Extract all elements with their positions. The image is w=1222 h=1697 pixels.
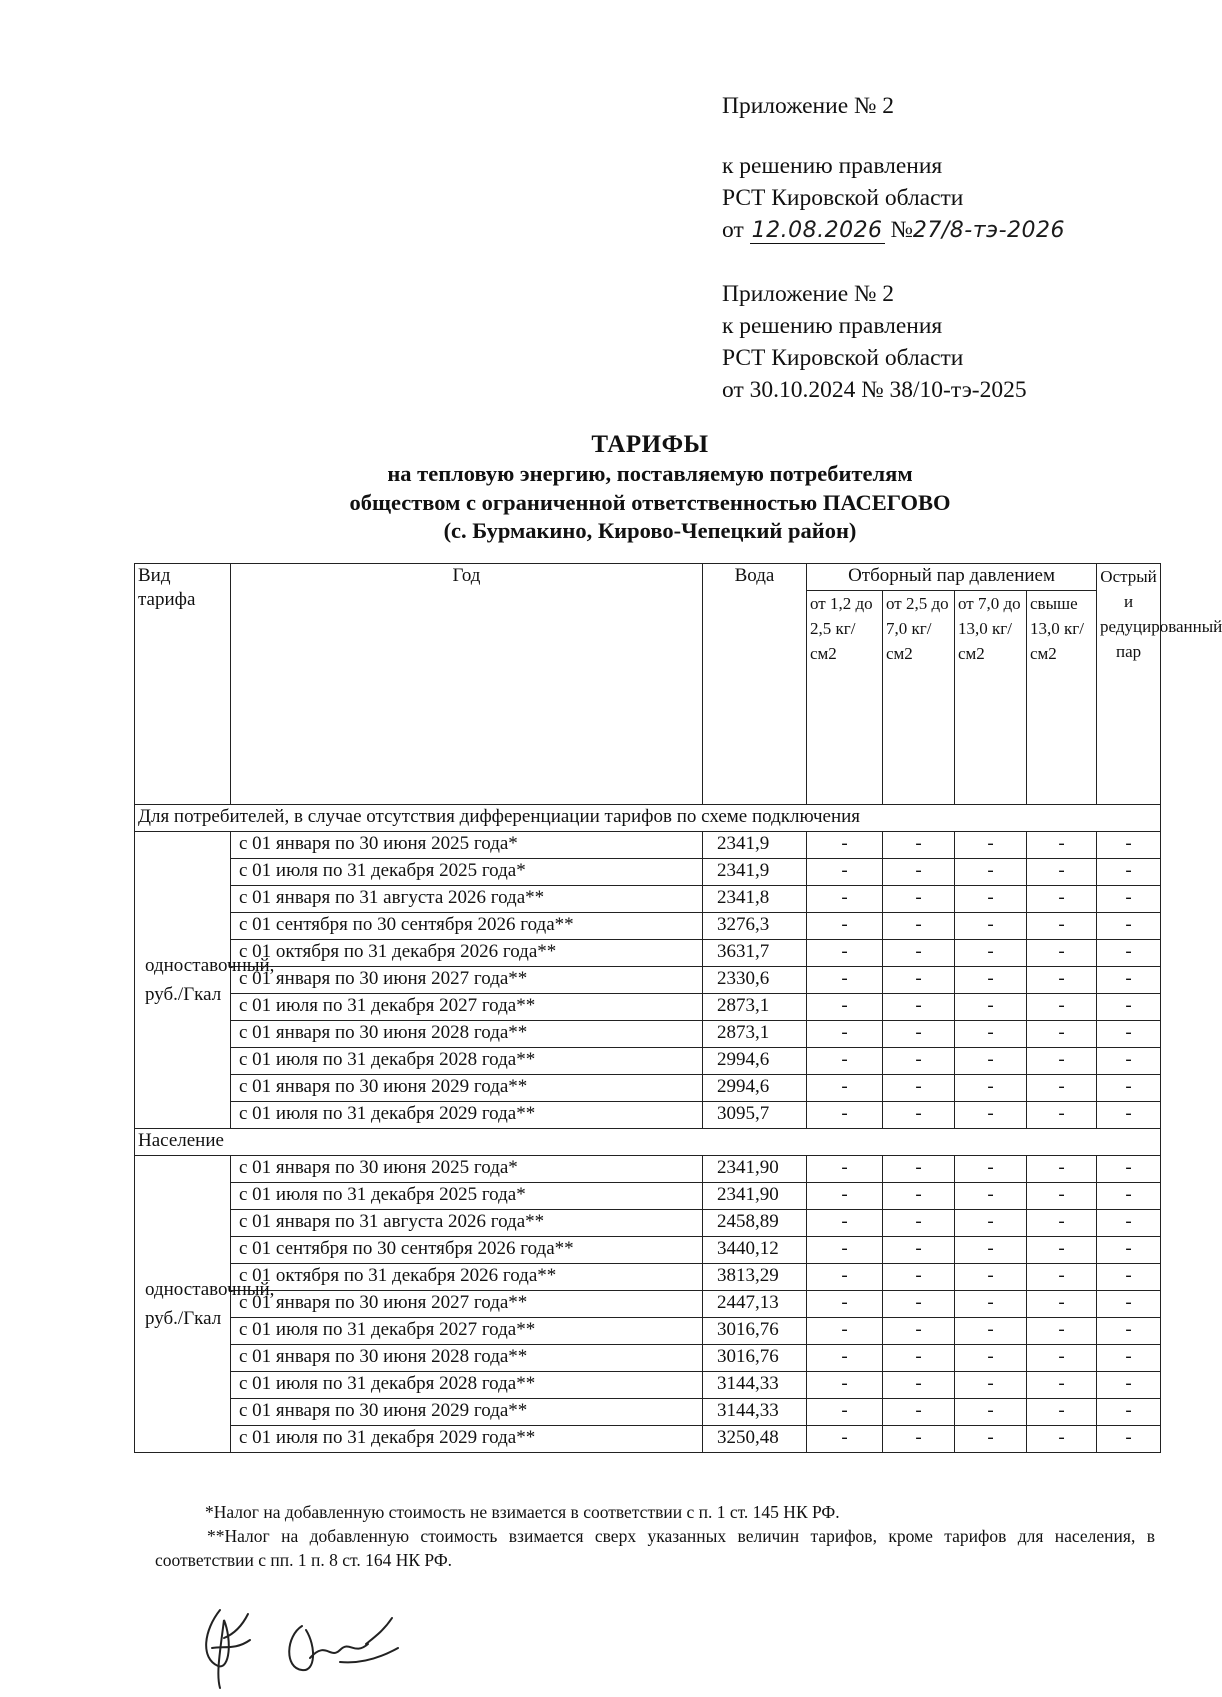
table-row (135, 859, 1161, 886)
section-title: Население (135, 1129, 1161, 1156)
empty-tariff-cell: - (1027, 967, 1097, 994)
water-tariff-cell: 2341,90 (703, 1183, 807, 1210)
empty-tariff-cell: - (1027, 1318, 1097, 1345)
empty-tariff-cell: - (1097, 1183, 1161, 1210)
empty-tariff-cell: - (1097, 1156, 1161, 1183)
water-tariff-cell: 2341,9 (703, 859, 807, 886)
document-heading (130, 430, 1170, 546)
empty-tariff-cell: - (883, 994, 955, 1021)
empty-tariff-cell: - (807, 1264, 883, 1291)
empty-tariff-cell: - (807, 940, 883, 967)
annex-line-decision: к решению правления (722, 313, 943, 339)
period-cell: с 01 января по 30 июня 2028 года** (231, 1021, 703, 1048)
empty-tariff-cell: - (1027, 1372, 1097, 1399)
annex-reference: от 30.10.2024 № 38/10-тэ-2025 (722, 377, 1027, 403)
empty-tariff-cell: - (1097, 1426, 1161, 1453)
header-sharp-steam: Острый и редуцированный пар (1097, 564, 1161, 805)
table-row (135, 1399, 1161, 1426)
empty-tariff-cell: - (883, 1075, 955, 1102)
empty-tariff-cell: - (883, 1345, 955, 1372)
empty-tariff-cell: - (1097, 1291, 1161, 1318)
water-tariff-cell: 3250,48 (703, 1426, 807, 1453)
empty-tariff-cell: - (883, 886, 955, 913)
empty-tariff-cell: - (1097, 1372, 1161, 1399)
period-cell: с 01 января по 31 августа 2026 года** (231, 1210, 703, 1237)
empty-tariff-cell: - (807, 913, 883, 940)
empty-tariff-cell: - (807, 1210, 883, 1237)
water-tariff-cell: 2330,6 (703, 967, 807, 994)
empty-tariff-cell: - (807, 1183, 883, 1210)
table-row (135, 832, 1161, 859)
empty-tariff-cell: - (807, 994, 883, 1021)
empty-tariff-cell: - (955, 1048, 1027, 1075)
empty-tariff-cell: - (1027, 940, 1097, 967)
empty-tariff-cell: - (955, 832, 1027, 859)
table-row (135, 994, 1161, 1021)
water-tariff-cell: 3016,76 (703, 1345, 807, 1372)
handwritten-number: 27/8-тэ-2026 (912, 218, 1066, 243)
empty-tariff-cell: - (807, 967, 883, 994)
empty-tariff-cell: - (1027, 1264, 1097, 1291)
header-kind: Вид тарифа (135, 564, 231, 805)
empty-tariff-cell: - (807, 1372, 883, 1399)
empty-tariff-cell: - (807, 832, 883, 859)
empty-tariff-cell: - (883, 1021, 955, 1048)
empty-tariff-cell: - (955, 1183, 1027, 1210)
period-cell: с 01 января по 30 июня 2025 года* (231, 1156, 703, 1183)
heading-line-2: обществом с ограниченной ответственностью ПАСЕГОВО (349, 489, 951, 515)
period-cell: с 01 октября по 31 декабря 2026 года** (231, 940, 703, 967)
water-tariff-cell: 2447,13 (703, 1291, 807, 1318)
empty-tariff-cell: - (1097, 1237, 1161, 1264)
annex-line-decision: к решению правления (722, 153, 943, 179)
header-year: Год (231, 564, 703, 805)
section-row (135, 1129, 1161, 1156)
period-cell: с 01 июля по 31 декабря 2025 года* (231, 1183, 703, 1210)
period-cell: с 01 октября по 31 декабря 2026 года** (231, 1264, 703, 1291)
empty-tariff-cell: - (1027, 1426, 1097, 1453)
table-row (135, 1291, 1161, 1318)
footnote-vat-exempt: *Налог на добавленную стоимость не взимается в соответствии с п. 1 ст. 145 НК РФ. (205, 1502, 840, 1522)
table-row (135, 1372, 1161, 1399)
heading-title: ТАРИФЫ (591, 431, 709, 458)
empty-tariff-cell: - (883, 1102, 955, 1129)
empty-tariff-cell: - (1027, 1345, 1097, 1372)
section-title: Для потребителей, в случае отсутствия дифференциации тарифов по схеме подключения (135, 805, 1161, 832)
water-tariff-cell: 2994,6 (703, 1048, 807, 1075)
table-row (135, 886, 1161, 913)
annex-line-authority: РСТ Кировской области (722, 345, 964, 371)
empty-tariff-cell: - (1027, 1048, 1097, 1075)
period-cell: с 01 сентября по 30 сентября 2026 года** (231, 913, 703, 940)
empty-tariff-cell: - (807, 1345, 883, 1372)
empty-tariff-cell: - (883, 832, 955, 859)
period-cell: с 01 сентября по 30 сентября 2026 года** (231, 1237, 703, 1264)
empty-tariff-cell: - (1027, 994, 1097, 1021)
empty-tariff-cell: - (1027, 1237, 1097, 1264)
period-cell: с 01 июля по 31 декабря 2027 года** (231, 1318, 703, 1345)
empty-tariff-cell: - (883, 1426, 955, 1453)
empty-tariff-cell: - (955, 886, 1027, 913)
annex-original (722, 278, 1027, 406)
empty-tariff-cell: - (1097, 967, 1161, 994)
water-tariff-cell: 2994,6 (703, 1075, 807, 1102)
annex-current (722, 90, 1065, 247)
empty-tariff-cell: - (1097, 1075, 1161, 1102)
section-row (135, 805, 1161, 832)
table-row (135, 1075, 1161, 1102)
empty-tariff-cell: - (807, 1075, 883, 1102)
empty-tariff-cell: - (883, 940, 955, 967)
handwritten-signatures (190, 1600, 450, 1690)
signature-mark-1 (206, 1610, 250, 1688)
tariff-kind-cell: одноставочный, руб./Гкал (135, 1156, 231, 1453)
empty-tariff-cell: - (1097, 1264, 1161, 1291)
header-pressure-4: свыше 13,0 кг/см2 (1027, 591, 1097, 805)
empty-tariff-cell: - (955, 1156, 1027, 1183)
table-row (135, 1318, 1161, 1345)
empty-tariff-cell: - (883, 1318, 955, 1345)
empty-tariff-cell: - (883, 1264, 955, 1291)
table-row (135, 1021, 1161, 1048)
header-steam-group: Отборный пар давлением (807, 564, 1097, 591)
empty-tariff-cell: - (1097, 913, 1161, 940)
tariff-body (135, 805, 1161, 1453)
empty-tariff-cell: - (955, 1264, 1027, 1291)
footnotes (155, 1500, 1155, 1572)
empty-tariff-cell: - (807, 1021, 883, 1048)
empty-tariff-cell: - (1027, 1399, 1097, 1426)
empty-tariff-cell: - (883, 1291, 955, 1318)
water-tariff-cell: 3276,3 (703, 913, 807, 940)
empty-tariff-cell: - (883, 913, 955, 940)
annex-date-line (722, 214, 1065, 247)
empty-tariff-cell: - (1097, 832, 1161, 859)
heading-line-3: (с. Бурмакино, Кирово-Чепецкий район) (443, 518, 857, 543)
period-cell: с 01 января по 31 августа 2026 года** (231, 886, 703, 913)
empty-tariff-cell: - (1097, 886, 1161, 913)
period-cell: с 01 июля по 31 декабря 2027 года** (231, 994, 703, 1021)
empty-tariff-cell: - (1097, 1399, 1161, 1426)
water-tariff-cell: 3813,29 (703, 1264, 807, 1291)
period-cell: с 01 января по 30 июня 2027 года** (231, 967, 703, 994)
empty-tariff-cell: - (955, 994, 1027, 1021)
empty-tariff-cell: - (883, 1048, 955, 1075)
empty-tariff-cell: - (883, 1156, 955, 1183)
empty-tariff-cell: - (883, 1399, 955, 1426)
water-tariff-cell: 3440,12 (703, 1237, 807, 1264)
annex-title: Приложение № 2 (722, 281, 895, 307)
table-row (135, 1237, 1161, 1264)
empty-tariff-cell: - (883, 1183, 955, 1210)
period-cell: с 01 января по 30 июня 2028 года** (231, 1345, 703, 1372)
water-tariff-cell: 2458,89 (703, 1210, 807, 1237)
empty-tariff-cell: - (807, 1048, 883, 1075)
empty-tariff-cell: - (807, 1102, 883, 1129)
empty-tariff-cell: - (955, 1426, 1027, 1453)
period-cell: с 01 июля по 31 декабря 2029 года** (231, 1426, 703, 1453)
table-row (135, 940, 1161, 967)
empty-tariff-cell: - (1097, 1048, 1161, 1075)
water-tariff-cell: 2873,1 (703, 1021, 807, 1048)
period-cell: с 01 января по 30 июня 2029 года** (231, 1399, 703, 1426)
empty-tariff-cell: - (883, 1372, 955, 1399)
from-label: от (722, 217, 744, 243)
empty-tariff-cell: - (883, 1237, 955, 1264)
footnote-vat-extra: **Налог на добавленную стоимость взимается сверх указанных величин тарифов, кроме тарифов для населения, в соответствии с пп. 1 п. 8 ст. 164 НК РФ. (155, 1526, 1155, 1570)
table-row (135, 967, 1161, 994)
water-tariff-cell: 2341,90 (703, 1156, 807, 1183)
empty-tariff-cell: - (1097, 940, 1161, 967)
empty-tariff-cell: - (807, 859, 883, 886)
header-pressure-1: от 1,2 до 2,5 кг/см2 (807, 591, 883, 805)
empty-tariff-cell: - (955, 1237, 1027, 1264)
empty-tariff-cell: - (955, 967, 1027, 994)
empty-tariff-cell: - (807, 1156, 883, 1183)
tariff-kind-cell: одноставочный, руб./Гкал (135, 832, 231, 1129)
heading-line-1: на тепловую энергию, поставляемую потребителям (387, 461, 913, 486)
water-tariff-cell: 3144,33 (703, 1399, 807, 1426)
empty-tariff-cell: - (883, 967, 955, 994)
period-cell: с 01 января по 30 июня 2025 года* (231, 832, 703, 859)
empty-tariff-cell: - (1027, 1075, 1097, 1102)
empty-tariff-cell: - (1097, 1318, 1161, 1345)
empty-tariff-cell: - (1027, 1291, 1097, 1318)
empty-tariff-cell: - (1027, 1156, 1097, 1183)
table-row (135, 1048, 1161, 1075)
water-tariff-cell: 2341,9 (703, 832, 807, 859)
empty-tariff-cell: - (807, 886, 883, 913)
empty-tariff-cell: - (955, 1345, 1027, 1372)
empty-tariff-cell: - (807, 1399, 883, 1426)
empty-tariff-cell: - (1027, 1021, 1097, 1048)
annex-title: Приложение № 2 (722, 93, 895, 119)
empty-tariff-cell: - (1097, 859, 1161, 886)
empty-tariff-cell: - (807, 1237, 883, 1264)
empty-tariff-cell: - (1027, 913, 1097, 940)
period-cell: с 01 января по 30 июня 2029 года** (231, 1075, 703, 1102)
empty-tariff-cell: - (955, 859, 1027, 886)
empty-tariff-cell: - (1027, 859, 1097, 886)
table-row (135, 1102, 1161, 1129)
empty-tariff-cell: - (955, 1291, 1027, 1318)
empty-tariff-cell: - (1097, 1345, 1161, 1372)
period-cell: с 01 июля по 31 декабря 2025 года* (231, 859, 703, 886)
empty-tariff-cell: - (807, 1318, 883, 1345)
empty-tariff-cell: - (807, 1291, 883, 1318)
tariff-table (134, 563, 1222, 1453)
table-row (135, 1264, 1161, 1291)
period-cell: с 01 июля по 31 декабря 2028 года** (231, 1048, 703, 1075)
empty-tariff-cell: - (1027, 1210, 1097, 1237)
signature-mark-2 (289, 1618, 398, 1670)
water-tariff-cell: 3016,76 (703, 1318, 807, 1345)
empty-tariff-cell: - (955, 1399, 1027, 1426)
header-pressure-2: от 2,5 до 7,0 кг/см2 (883, 591, 955, 805)
table-row (135, 1426, 1161, 1453)
water-tariff-cell: 3095,7 (703, 1102, 807, 1129)
period-cell: с 01 января по 30 июня 2027 года** (231, 1291, 703, 1318)
table-row (135, 1183, 1161, 1210)
empty-tariff-cell: - (1097, 1102, 1161, 1129)
number-label: № (890, 217, 913, 243)
empty-tariff-cell: - (1097, 994, 1161, 1021)
annex-line-authority: РСТ Кировской области (722, 185, 964, 211)
empty-tariff-cell: - (1097, 1021, 1161, 1048)
table-row (135, 1345, 1161, 1372)
water-tariff-cell: 3631,7 (703, 940, 807, 967)
empty-tariff-cell: - (1027, 832, 1097, 859)
table-row (135, 1156, 1161, 1183)
empty-tariff-cell: - (955, 1102, 1027, 1129)
empty-tariff-cell: - (955, 940, 1027, 967)
empty-tariff-cell: - (807, 1426, 883, 1453)
header-pressure-3: от 7,0 до 13,0 кг/см2 (955, 591, 1027, 805)
empty-tariff-cell: - (1027, 886, 1097, 913)
table-row (135, 1210, 1161, 1237)
water-tariff-cell: 3144,33 (703, 1372, 807, 1399)
empty-tariff-cell: - (955, 1318, 1027, 1345)
empty-tariff-cell: - (955, 1021, 1027, 1048)
period-cell: с 01 июля по 31 декабря 2028 года** (231, 1372, 703, 1399)
empty-tariff-cell: - (955, 1075, 1027, 1102)
period-cell: с 01 июля по 31 декабря 2029 года** (231, 1102, 703, 1129)
empty-tariff-cell: - (955, 1372, 1027, 1399)
empty-tariff-cell: - (955, 913, 1027, 940)
handwritten-date: 12.08.2026 (751, 218, 883, 243)
empty-tariff-cell: - (955, 1210, 1027, 1237)
table-row (135, 913, 1161, 940)
water-tariff-cell: 2873,1 (703, 994, 807, 1021)
empty-tariff-cell: - (1027, 1183, 1097, 1210)
empty-tariff-cell: - (1097, 1210, 1161, 1237)
header-water: Вода (703, 564, 807, 805)
empty-tariff-cell: - (1027, 1102, 1097, 1129)
water-tariff-cell: 2341,8 (703, 886, 807, 913)
empty-tariff-cell: - (883, 1210, 955, 1237)
empty-tariff-cell: - (883, 859, 955, 886)
